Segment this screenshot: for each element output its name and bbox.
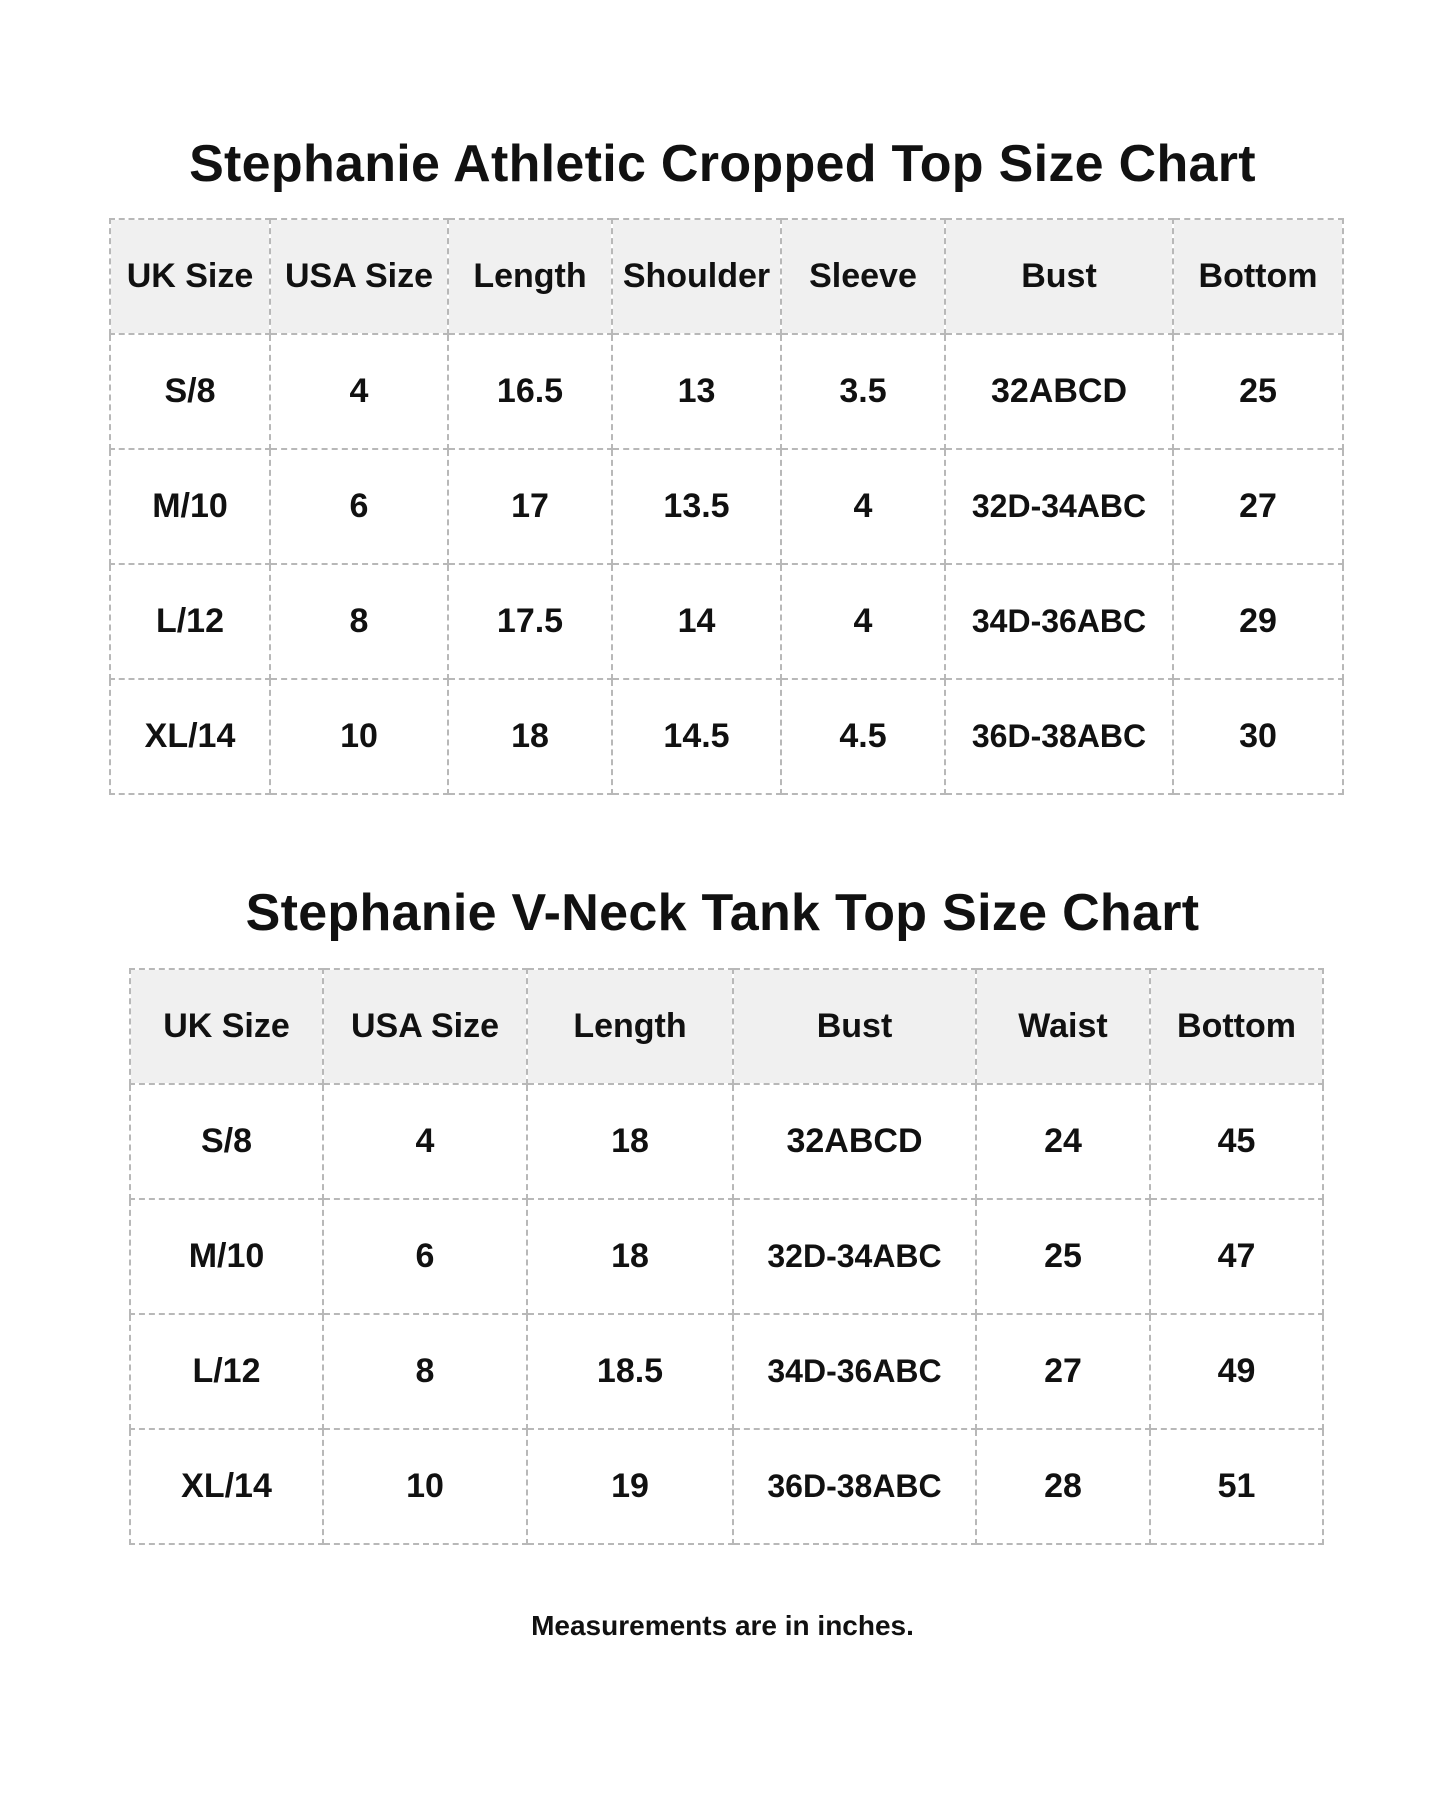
cell-bust: 32ABCD <box>733 1084 976 1199</box>
athletic-top-chart-title: Stephanie Athletic Cropped Top Size Chart <box>189 135 1256 193</box>
cell-bust: 32D-34ABC <box>733 1199 976 1314</box>
cell-bust: 32D-34ABC <box>945 449 1173 564</box>
cell-uk-size: M/10 <box>110 449 270 564</box>
cell-usa-size: 6 <box>323 1199 527 1314</box>
cell-usa-size: 4 <box>323 1084 527 1199</box>
cell-uk-size: XL/14 <box>110 679 270 794</box>
cell-bust: 32ABCD <box>945 334 1173 449</box>
cell-uk-size: XL/14 <box>130 1429 323 1544</box>
cell-waist: 27 <box>976 1314 1150 1429</box>
column-header-length: Length <box>448 219 612 334</box>
table-row <box>130 1199 1323 1314</box>
cell-bottom: 47 <box>1150 1199 1323 1314</box>
cell-shoulder: 14.5 <box>612 679 781 794</box>
cell-uk-size: L/12 <box>130 1314 323 1429</box>
cell-shoulder: 13 <box>612 334 781 449</box>
cell-bottom: 30 <box>1173 679 1343 794</box>
column-header-waist: Waist <box>976 969 1150 1084</box>
table-row <box>110 334 1343 449</box>
column-header-usa-size: USA Size <box>323 969 527 1084</box>
cell-length: 17 <box>448 449 612 564</box>
cell-bottom: 25 <box>1173 334 1343 449</box>
cell-length: 18 <box>527 1084 733 1199</box>
cell-bottom: 45 <box>1150 1084 1323 1199</box>
cell-bust: 34D-36ABC <box>733 1314 976 1429</box>
cell-usa-size: 4 <box>270 334 448 449</box>
cell-length: 18.5 <box>527 1314 733 1429</box>
column-header-usa-size: USA Size <box>270 219 448 334</box>
v-neck-tank-size-table <box>129 968 1324 1545</box>
column-header-uk-size: UK Size <box>110 219 270 334</box>
v-neck-tank-chart-title: Stephanie V-Neck Tank Top Size Chart <box>245 884 1200 942</box>
table-row <box>110 449 1343 564</box>
column-header-sleeve: Sleeve <box>781 219 945 334</box>
cell-usa-size: 10 <box>270 679 448 794</box>
table-header-row <box>130 969 1323 1084</box>
table-header-row <box>110 219 1343 334</box>
cell-length: 16.5 <box>448 334 612 449</box>
cell-length: 19 <box>527 1429 733 1544</box>
cell-length: 18 <box>448 679 612 794</box>
cell-shoulder: 14 <box>612 564 781 679</box>
cell-usa-size: 8 <box>323 1314 527 1429</box>
table-row <box>110 679 1343 794</box>
cell-bust: 36D-38ABC <box>945 679 1173 794</box>
cell-waist: 24 <box>976 1084 1150 1199</box>
cell-bust: 34D-36ABC <box>945 564 1173 679</box>
cell-length: 18 <box>527 1199 733 1314</box>
column-header-bottom: Bottom <box>1150 969 1323 1084</box>
cell-uk-size: S/8 <box>130 1084 323 1199</box>
cell-sleeve: 4.5 <box>781 679 945 794</box>
column-header-bottom: Bottom <box>1173 219 1343 334</box>
cell-sleeve: 4 <box>781 564 945 679</box>
column-header-length: Length <box>527 969 733 1084</box>
table-row <box>130 1084 1323 1199</box>
table-row <box>110 564 1343 679</box>
column-header-uk-size: UK Size <box>130 969 323 1084</box>
cell-uk-size: S/8 <box>110 334 270 449</box>
cell-bottom: 49 <box>1150 1314 1323 1429</box>
cell-bust: 36D-38ABC <box>733 1429 976 1544</box>
cell-usa-size: 6 <box>270 449 448 564</box>
table-row <box>130 1429 1323 1544</box>
column-header-bust: Bust <box>733 969 976 1084</box>
table-row <box>130 1314 1323 1429</box>
cell-bottom: 29 <box>1173 564 1343 679</box>
column-header-shoulder: Shoulder <box>612 219 781 334</box>
athletic-top-size-table <box>109 218 1344 795</box>
cell-bottom: 51 <box>1150 1429 1323 1544</box>
cell-usa-size: 10 <box>323 1429 527 1544</box>
cell-length: 17.5 <box>448 564 612 679</box>
cell-shoulder: 13.5 <box>612 449 781 564</box>
cell-bottom: 27 <box>1173 449 1343 564</box>
cell-waist: 25 <box>976 1199 1150 1314</box>
cell-uk-size: L/12 <box>110 564 270 679</box>
cell-uk-size: M/10 <box>130 1199 323 1314</box>
cell-sleeve: 4 <box>781 449 945 564</box>
column-header-bust: Bust <box>945 219 1173 334</box>
cell-waist: 28 <box>976 1429 1150 1544</box>
measurement-units-note: Measurements are in inches. <box>531 1610 914 1641</box>
cell-sleeve: 3.5 <box>781 334 945 449</box>
cell-usa-size: 8 <box>270 564 448 679</box>
